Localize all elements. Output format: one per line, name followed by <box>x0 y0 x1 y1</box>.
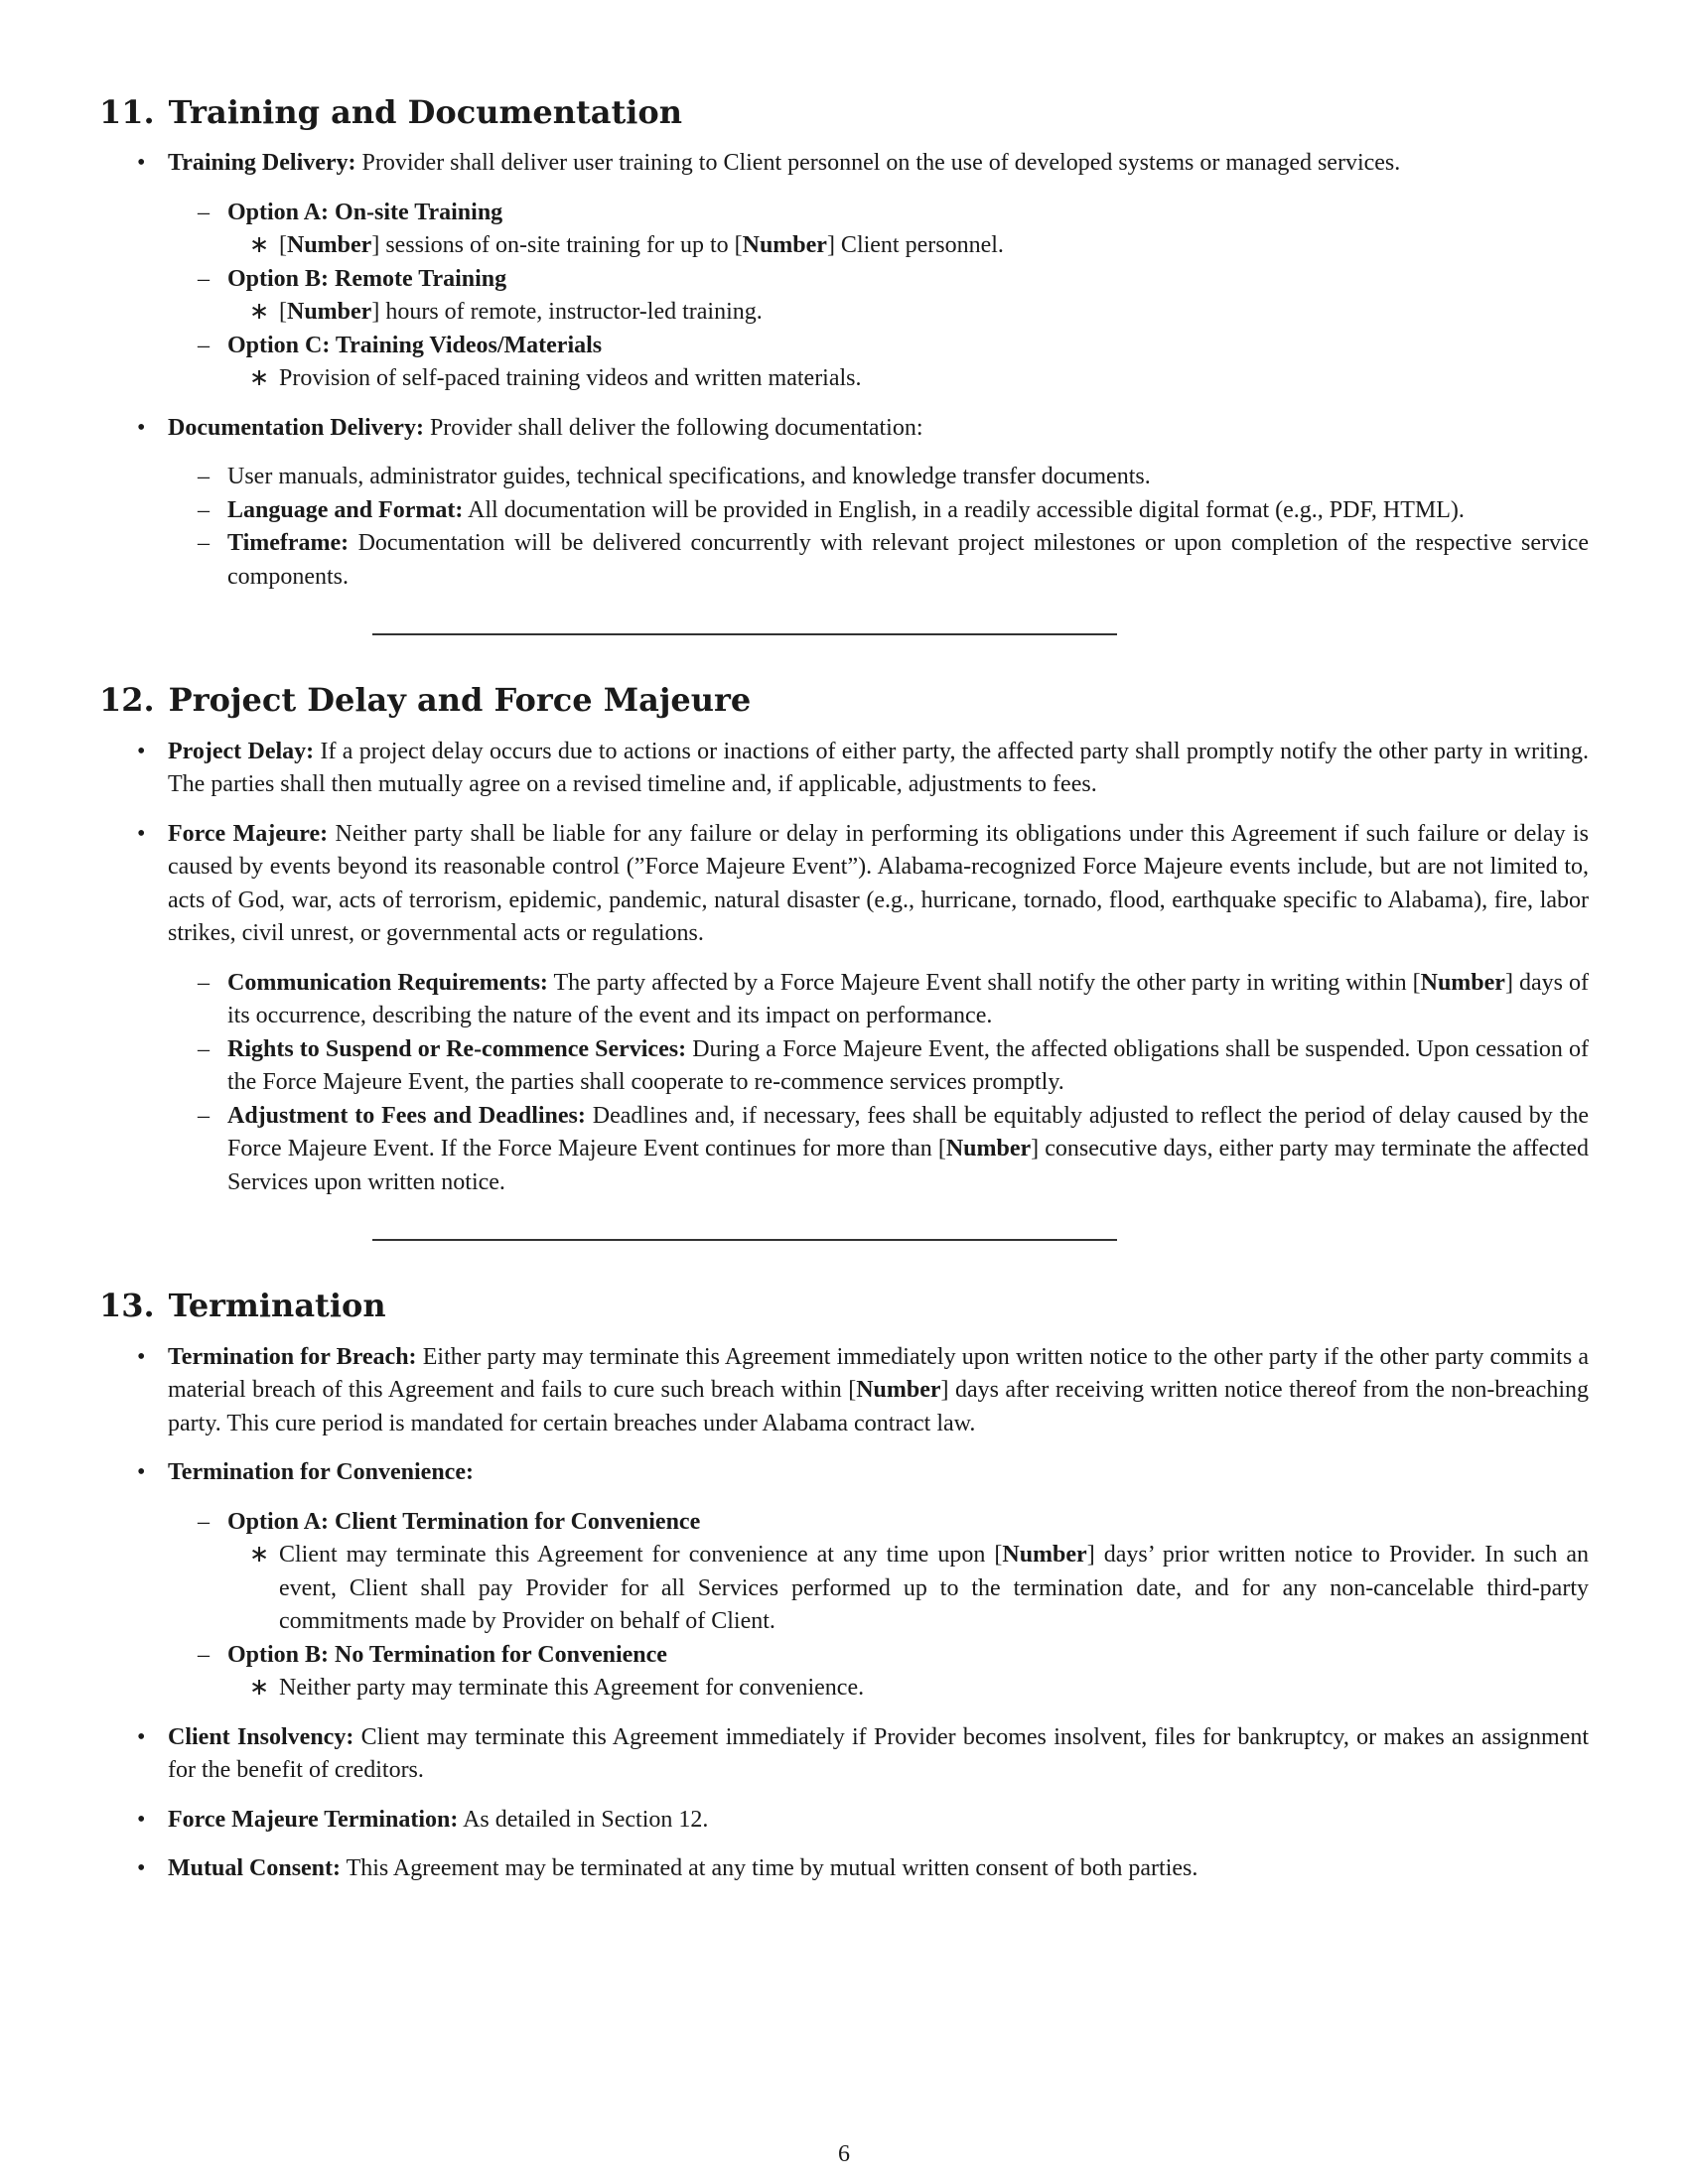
option-label: Option B: Remote Training <box>227 265 507 292</box>
section-title: Termination <box>168 1287 386 1325</box>
doc-item: – Language and Format: All documentation will be provided in English, in a readily accessible digital format (e.g., PDF, HTML). <box>168 494 1589 528</box>
option-a <box>168 197 1589 263</box>
option-b <box>168 263 1589 330</box>
section-13 <box>99 1287 1589 1885</box>
bullet-termination-breach: • Termination for Breach: Either party may terminate this Agreement immediately upon written notice to the other party if the other party commits a material breach of this Agreement and fails to cure such breach within [Number] days after receiving written notice thereof from the non-breaching party. This cure period is mandated for certain breaches under Alabama contract law. <box>99 1341 1589 1441</box>
option-label: Option C: Training Videos/Materials <box>227 332 603 358</box>
bullet-text: If a project delay occurs due to actions or inactions of either party, the affected party shall promptly notify the other party in writing. The parties shall then mutually agree on a revised timeline and, if applicable, adjustments to fees. <box>168 738 1589 798</box>
bullet-label: Documentation Delivery: <box>168 414 424 441</box>
option-label: Option A: On-site Training <box>227 199 503 225</box>
bullet-termination-convenience <box>99 1456 1589 1706</box>
page-content <box>99 93 1589 1902</box>
section-12 <box>99 681 1589 1199</box>
section-divider <box>372 633 1117 635</box>
bullet-text: Provider shall deliver the following documentation: <box>423 414 923 441</box>
bullet-text: Provider shall deliver user training to Client personnel on the use of developed systems or managed services. <box>355 150 1401 177</box>
bullet-training-delivery <box>99 147 1589 396</box>
bullet-client-insolvency: • Client Insolvency: Client may terminate this Agreement immediately if Provider becomes insolvent, files for bankruptcy, or makes an assignment for the benefit of creditors. <box>99 1721 1589 1788</box>
section-number: 12. <box>99 681 155 720</box>
option-b <box>168 1639 1589 1706</box>
fm-item: – Communication Requirements: The party affected by a Force Majeure Event shall notify the other party in writing within [Number] days of its occurrence, describing the nature of the event and its impact on performance. <box>168 967 1589 1033</box>
doc-item: – Timeframe: Documentation will be delivered concurrently with relevant project milestones or upon completion of the respective service components. <box>168 527 1589 594</box>
section-heading <box>99 681 1589 719</box>
option-item: ∗ Neither party may terminate this Agreement for convenience. <box>227 1672 1589 1706</box>
bullet-label: Force Majeure: <box>168 820 329 847</box>
bullet-documentation-delivery <box>99 412 1589 595</box>
section-title: Training and Documentation <box>168 93 683 131</box>
bullet-force-majeure-termination: • Force Majeure Termination: As detailed in Section 12. <box>99 1804 1589 1838</box>
section-title: Project Delay and Force Majeure <box>168 681 752 720</box>
doc-item: – User manuals, administrator guides, technical specifications, and knowledge transfer documents. <box>168 461 1589 494</box>
option-item: ∗ Client may terminate this Agreement for convenience at any time upon [Number] days’ prior written notice to Provider. In such an event, Client shall pay Provider for all Services performed up to the termination date, and for any non-cancelable third-party commitments made by Provider on behalf of Client. <box>227 1539 1589 1639</box>
bullet-label: Termination for Convenience: <box>168 1459 474 1486</box>
page-number: 6 <box>838 2141 850 2167</box>
fm-item: – Rights to Suspend or Re-commence Services: During a Force Majeure Event, the affected obligations shall be suspended. Upon cessation of the Force Majeure Event, the parties shall cooperate to re-commence services promptly. <box>168 1033 1589 1100</box>
bullet-label: Training Delivery: <box>168 150 356 177</box>
option-item: ∗ [Number] hours of remote, instructor-led training. <box>227 296 1589 330</box>
section-11 <box>99 93 1589 594</box>
option-label: Option B: No Termination for Convenience <box>227 1641 667 1668</box>
section-number: 13. <box>99 1287 155 1325</box>
option-a <box>168 1506 1589 1639</box>
option-item: ∗ Provision of self-paced training videos and written materials. <box>227 362 1589 396</box>
option-label: Option A: Client Termination for Convenience <box>227 1508 701 1535</box>
bullet-force-majeure <box>99 818 1589 1200</box>
section-divider <box>372 1239 1117 1241</box>
option-c <box>168 330 1589 396</box>
option-item: ∗ [Number] sessions of on-site training for up to [Number] Client personnel. <box>227 229 1589 263</box>
bullet-project-delay <box>99 736 1589 802</box>
bullet-text: Neither party shall be liable for any failure or delay in performing its obligations under this Agreement if such failure or delay is caused by events beyond its reasonable control (”Force Majeure Event”). Alabama-recognized Force Majeure events include, but are not limited to, acts of God, war, acts of terrorism, epidemic, pandemic, natural disaster (e.g., hurricane, tornado, flood, earthquake specific to Alabama), fire, labor strikes, civil unrest, or governmental acts or regulations. <box>168 820 1589 947</box>
fm-item: – Adjustment to Fees and Deadlines: Deadlines and, if necessary, fees shall be equitably adjusted to reflect the period of delay caused by the Force Majeure Event. If the Force Majeure Event continues for more than [Number] consecutive days, either party may terminate the affected Services upon written notice. <box>168 1100 1589 1200</box>
bullet-label: Project Delay: <box>168 738 315 764</box>
section-heading <box>99 93 1589 131</box>
bullet-mutual-consent: • Mutual Consent: This Agreement may be terminated at any time by mutual written consent of both parties. <box>99 1852 1589 1886</box>
section-number: 11. <box>99 93 155 131</box>
section-heading <box>99 1287 1589 1324</box>
